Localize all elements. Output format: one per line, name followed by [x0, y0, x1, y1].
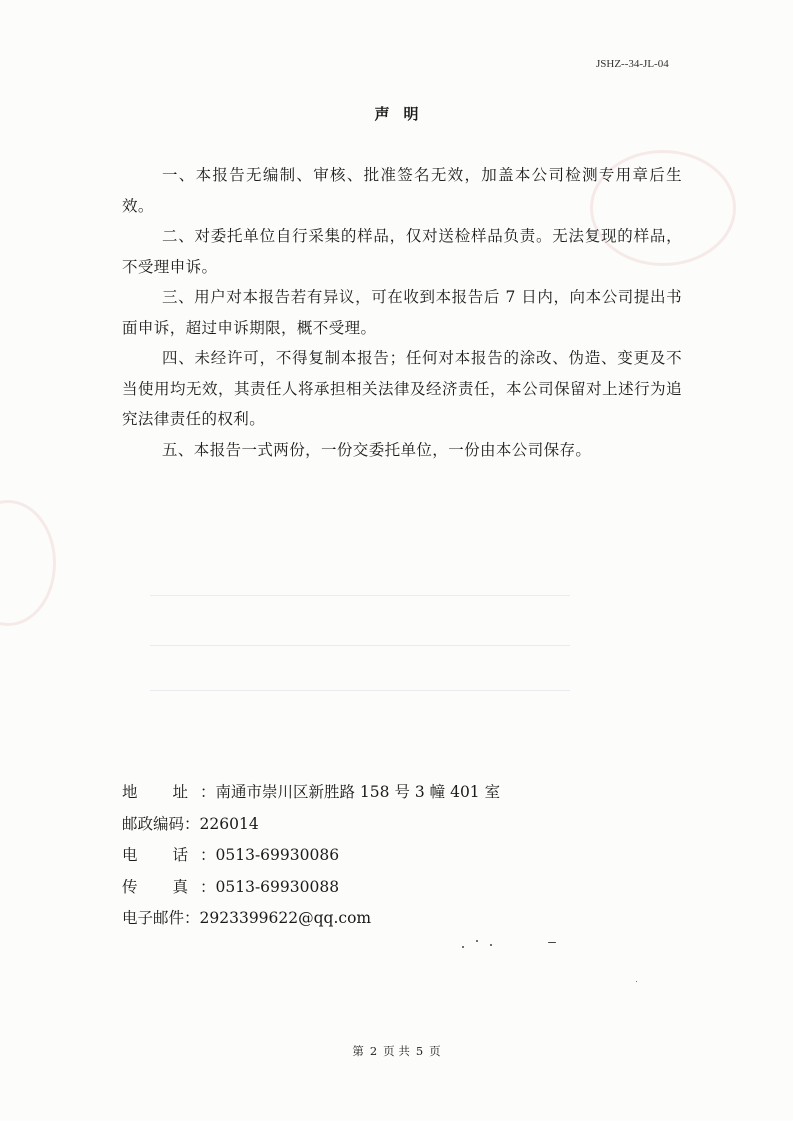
phone-value: ：0513-69930086 — [200, 846, 340, 864]
address-label: 地 址 — [122, 783, 188, 801]
clause-1: 一、本报告无编制、审核、批准签名无效，加盖本公司检测专用章后生效。 — [122, 166, 682, 215]
show-through-rule — [150, 645, 570, 646]
postcode-row — [122, 809, 500, 841]
phone-row — [122, 840, 500, 872]
address-value: ：南通市崇川区新胜路 158 号 3 幢 401 室 — [200, 783, 501, 801]
scan-speck — [462, 946, 464, 948]
email-row — [122, 903, 500, 935]
clause-3: 三、用户对本报告若有异议，可在收到本报告后 7 日内，向本公司提出书面申诉，超过申诉期限，概不受理。 — [122, 288, 682, 337]
total-pages: 5 — [415, 1044, 424, 1058]
show-through-rule — [150, 690, 570, 691]
address-row — [122, 777, 500, 809]
current-page: 2 — [369, 1044, 378, 1058]
fax-row — [122, 872, 500, 904]
page-title: 声明 — [374, 105, 433, 123]
contact-info — [122, 777, 500, 935]
fax-label: 传 真 — [122, 877, 188, 896]
clause-2: 二、对委托单位自行采集的样品，仅对送检样品负责。无法复现的样品，不受理申诉。 — [122, 227, 682, 276]
email-value: ：2923399622@qq.com — [184, 909, 372, 927]
scan-speck — [490, 944, 492, 946]
show-through-rule — [150, 595, 570, 596]
page-number: 第 2 页 共 5 页 — [352, 1044, 441, 1058]
clause-5: 五、本报告一式两份，一份交委托单位，一份由本公司保存。 — [162, 440, 592, 459]
postcode-value: ：226014 — [184, 814, 259, 833]
email-label: 电子邮件 — [122, 909, 185, 927]
scan-speck — [476, 940, 478, 942]
clause-4: 四、未经许可，不得复制本报告；任何对本报告的涂改、伪造、变更及不当使用均无效，其责任人将承担相关法律及经济责任，本公司保留对上述行为追究法律责任的权利。 — [122, 349, 682, 428]
scan-speck — [548, 942, 556, 943]
document-code: JSHZ--34-JL-04 — [596, 58, 669, 70]
declaration-clauses — [122, 160, 682, 465]
scan-speck — [636, 981, 637, 982]
show-through-seal — [0, 500, 56, 626]
phone-label: 电 话 — [122, 846, 188, 864]
fax-value: ：0513-69930088 — [200, 877, 340, 896]
postcode-label: 邮政编码 — [122, 814, 185, 833]
